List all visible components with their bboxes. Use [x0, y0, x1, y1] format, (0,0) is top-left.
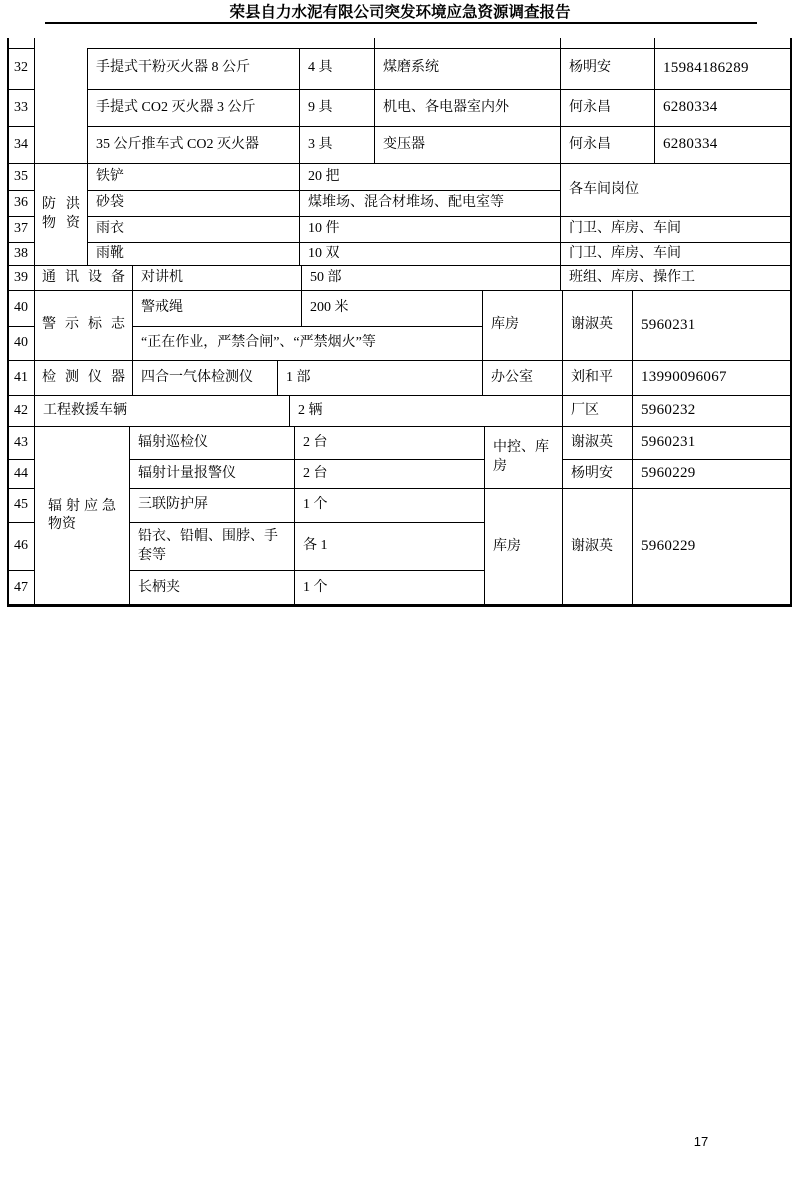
cell-loc-40: 库房 [483, 291, 563, 361]
title-underline [45, 22, 757, 24]
cell-r37-loc: 门卫、库房、车间 [561, 217, 792, 243]
cell-r35-item: 铁铲 [88, 164, 300, 191]
table-top-border-left [8, 48, 35, 49]
cell-person-45-47: 谢淑英 [563, 489, 633, 606]
cell-r41-cat: 检测仪器 [35, 361, 133, 396]
cell-loc-45-47: 库房 [485, 489, 563, 606]
cell-r43-phone: 5960231 [633, 427, 792, 460]
cell-r38-loc: 门卫、库房、车间 [561, 243, 792, 266]
cell-r41-loc: 办公室 [483, 361, 563, 396]
cell-r38-qty: 10 双 [300, 243, 561, 266]
cell-cat-40: 警示标志 [35, 291, 133, 361]
cell-r36-no: 36 [8, 191, 35, 217]
table-top-border-right [88, 48, 792, 49]
cell-r35-qty: 20 把 [300, 164, 561, 191]
cell-r37-qty: 10 件 [300, 217, 561, 243]
cell-loc-43-44: 中控、库房 [485, 427, 563, 489]
table-left-border [7, 48, 9, 606]
cell-r42-item: 工程救援车辆 [35, 396, 290, 427]
cell-r41-no: 41 [8, 361, 35, 396]
cell-r46-item: 铅衣、铅帽、围脖、手套等 [130, 523, 295, 571]
cell-r40b-item: “正在作业，严禁合闸”、“严禁烟火”等 [133, 327, 483, 361]
cell-r37-no: 37 [8, 217, 35, 243]
cell-phone-45-47: 5960229 [633, 489, 792, 606]
cell-r42-phone: 5960232 [633, 396, 792, 427]
cell-r41-person: 刘和平 [563, 361, 633, 396]
cell-r43-item: 辐射巡检仪 [130, 427, 295, 460]
cell-phone-40: 5960231 [633, 291, 792, 361]
cell-r43-qty: 2 台 [295, 427, 485, 460]
column-stub [654, 38, 655, 48]
cell-r35-no: 35 [8, 164, 35, 191]
cell-cat-32-34 [35, 48, 88, 164]
cell-r32-item: 手提式干粉灭火器 8 公斤 [88, 48, 300, 90]
cell-r39-qty: 50 部 [302, 266, 561, 291]
cell-r45-qty: 1 个 [295, 489, 485, 523]
cell-r46-qty: 各 1 [295, 523, 485, 571]
cell-r41-phone: 13990096067 [633, 361, 792, 396]
cell-r44-phone: 5960229 [633, 460, 792, 489]
cell-r33-qty: 9 具 [300, 90, 375, 127]
column-stub [7, 38, 9, 48]
cell-r32-phone: 15984186289 [655, 48, 792, 90]
page-title: 荣县自力水泥有限公司突发环境应急资源调查报告 [229, 4, 571, 21]
cell-r39-cat: 通讯设备 [35, 266, 133, 291]
cell-r40b-no: 40 [8, 327, 35, 361]
cell-r42-loc: 厂区 [563, 396, 633, 427]
table-bottom-border [7, 604, 792, 607]
cell-r47-item: 长柄夹 [130, 571, 295, 606]
cell-r36-qty: 煤堆场、混合材堆场、配电室等 [300, 191, 561, 217]
cell-r47-qty: 1 个 [295, 571, 485, 606]
cell-r45-no: 45 [8, 489, 35, 523]
page-number: 17 [693, 1134, 709, 1149]
cell-r44-item: 辐射计量报警仪 [130, 460, 295, 489]
cell-r33-phone: 6280334 [655, 90, 792, 127]
cell-r34-item: 35 公斤推车式 CO2 灭火器 [88, 127, 300, 164]
cell-r33-no: 33 [8, 90, 35, 127]
cell-r39-item: 对讲机 [133, 266, 302, 291]
cell-cat-35-38: 防洪物资 [35, 164, 88, 266]
cell-r36-item: 砂袋 [88, 191, 300, 217]
cell-loc-35-36: 各车间岗位 [561, 164, 792, 217]
cell-r40a-no: 40 [8, 291, 35, 327]
cell-r47-no: 47 [8, 571, 35, 606]
cell-r34-phone: 6280334 [655, 127, 792, 164]
column-stub [560, 38, 561, 48]
cell-r41-qty: 1 部 [278, 361, 483, 396]
cell-r45-item: 三联防护屏 [130, 489, 295, 523]
column-stub [374, 38, 375, 48]
cell-r34-person: 何永昌 [561, 127, 655, 164]
cell-person-40: 谢淑英 [563, 291, 633, 361]
cell-r37-item: 雨衣 [88, 217, 300, 243]
cell-r34-qty: 3 具 [300, 127, 375, 164]
cell-r41-item: 四合一气体检测仪 [133, 361, 278, 396]
cell-r42-qty: 2 辆 [290, 396, 563, 427]
cell-r32-qty: 4 具 [300, 48, 375, 90]
cell-r32-person: 杨明安 [561, 48, 655, 90]
cell-r32-loc: 煤磨系统 [375, 48, 561, 90]
cell-r33-loc: 机电、各电器室内外 [375, 90, 561, 127]
cell-r44-no: 44 [8, 460, 35, 489]
cell-r32-no: 32 [8, 48, 35, 90]
cell-r44-person: 杨明安 [563, 460, 633, 489]
cell-r46-no: 46 [8, 523, 35, 571]
cell-r40a-qty: 200 米 [302, 291, 483, 327]
cell-r38-no: 38 [8, 243, 35, 266]
column-stub [34, 38, 35, 48]
cell-cat-43-47: 辐射应急物资 [35, 427, 130, 606]
cell-r44-qty: 2 台 [295, 460, 485, 489]
cell-r33-item: 手提式 CO2 灭火器 3 公斤 [88, 90, 300, 127]
cell-r43-person: 谢淑英 [563, 427, 633, 460]
cell-r43-no: 43 [8, 427, 35, 460]
cell-r39-loc: 班组、库房、操作工 [561, 266, 792, 291]
cell-r40a-item: 警戒绳 [133, 291, 302, 327]
cell-r39-no: 39 [8, 266, 35, 291]
cell-r42-no: 42 [8, 396, 35, 427]
table-right-border [790, 48, 792, 606]
column-stub [790, 38, 792, 48]
cell-r34-no: 34 [8, 127, 35, 164]
cell-r34-loc: 变压器 [375, 127, 561, 164]
cell-r33-person: 何永昌 [561, 90, 655, 127]
cell-r38-item: 雨靴 [88, 243, 300, 266]
